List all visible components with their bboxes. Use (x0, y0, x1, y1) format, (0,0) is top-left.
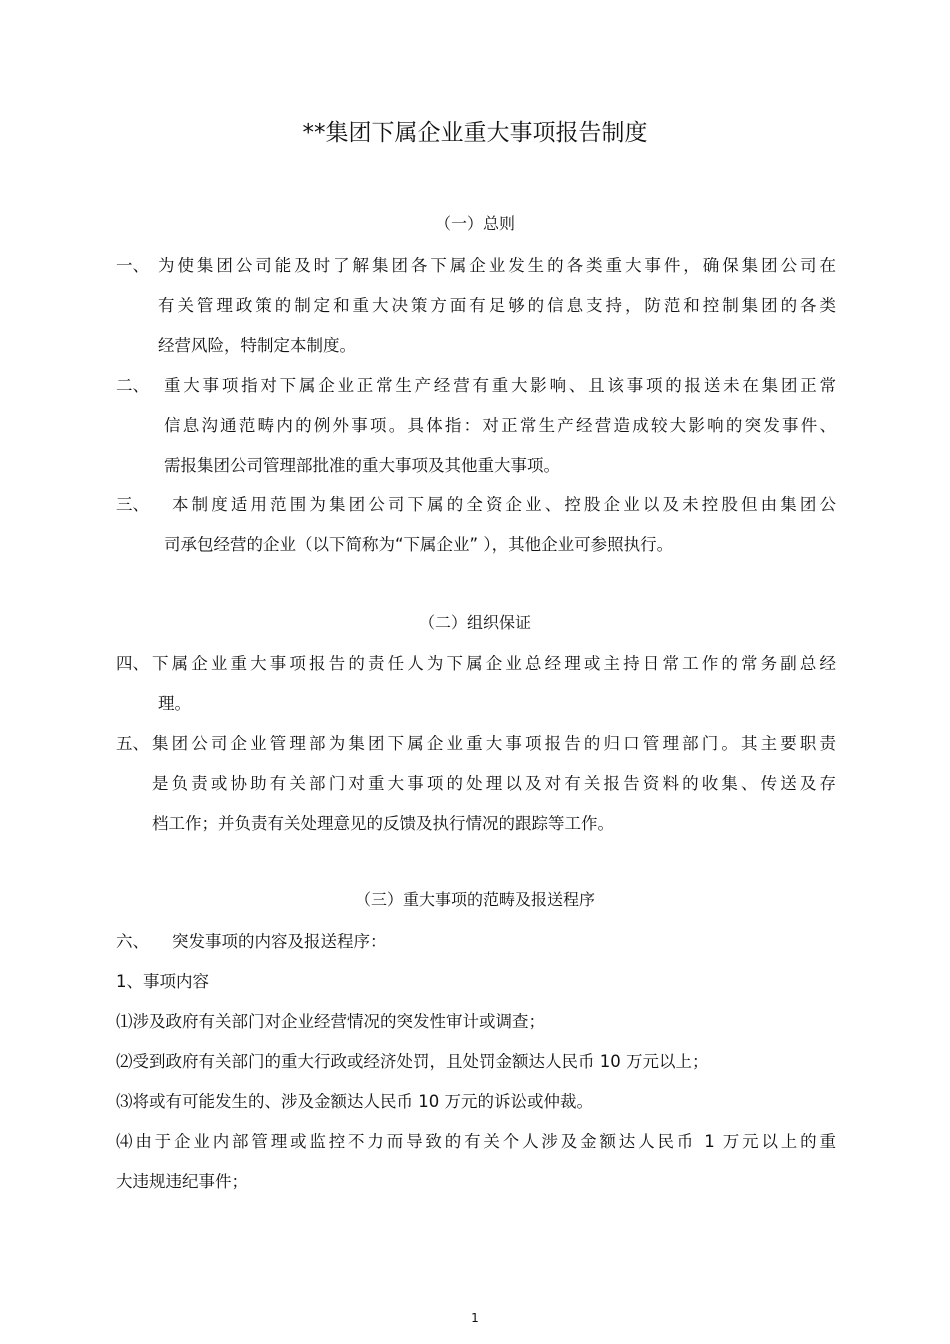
point-text-line: 大违规违纪事件； (116, 1172, 248, 1191)
clause-text-line: 有关管理政策的制定和重大决策方面有足够的信息支持，防范和控制集团的各类 (158, 296, 836, 315)
clause-text-line: 为使集团公司能及时了解集团各下属企业发生的各类重大事件，确保集团公司在 (158, 256, 836, 275)
clause-number: 六、 (116, 932, 149, 951)
clause-text-line: 档工作；并负责有关处理意见的反馈及执行情况的跟踪等工作。 (152, 814, 614, 833)
clause-number: 一、 (116, 256, 149, 275)
point-3: ⑶将或有可能发生的、涉及金额达人民币 10 万元的诉讼或仲裁。 (116, 1092, 593, 1111)
point-1: ⑴涉及政府有关部门对企业经营情况的突发性审计或调查； (116, 1012, 545, 1031)
clause-text-line: 重大事项指对下属企业正常生产经营有重大影响、且该事项的报送未在集团正常 (164, 376, 836, 395)
clause-number: 四、 (116, 654, 149, 673)
section-heading-organization: （二）组织保证 (418, 613, 531, 632)
clause-text-line: 下属企业重大事项报告的责任人为下属企业总经理或主持日常工作的常务副总经 (152, 654, 836, 673)
clause-number: 五、 (116, 734, 149, 753)
section-heading-scope-procedure: （三）重大事项的范畴及报送程序 (354, 890, 595, 909)
clause-text-line: 信息沟通范畴内的例外事项。具体指：对正常生产经营造成较大影响的突发事件、 (164, 416, 836, 435)
clause-text-line: 集团公司企业管理部为集团下属企业重大事项报告的归口管理部门。其主要职责 (152, 734, 836, 753)
section-heading-general: （一）总则 (434, 214, 515, 233)
clause-number: 三、 (116, 495, 149, 514)
clause-text-line: 需报集团公司管理部批准的重大事项及其他重大事项。 (164, 456, 560, 475)
clause-text-line: 本制度适用范围为集团公司下属的全资企业、控股企业以及未控股但由集团公 (172, 495, 836, 514)
clause-text-line: 司承包经营的企业（以下简称为“下属企业” ），其他企业可参照执行。 (164, 535, 674, 554)
document-title: **集团下属企业重大事项报告制度 (302, 120, 648, 146)
clause-text-line: 突发事项的内容及报送程序： (172, 932, 387, 951)
subheading-item-content: 1、事项内容 (116, 972, 209, 991)
page-number: 1 (471, 1311, 479, 1325)
clause-text-line: 经营风险，特制定本制度。 (158, 336, 356, 355)
clause-text-line: 理。 (158, 694, 191, 713)
clause-text-line: 是负责或协助有关部门对重大事项的处理以及对有关报告资料的收集、传送及存 (152, 774, 836, 793)
point-text-line: ⑷由于企业内部管理或监控不力而导致的有关个人涉及金额达人民币 1 万元以上的重 (116, 1132, 836, 1151)
clause-number: 二、 (116, 376, 149, 395)
point-2: ⑵受到政府有关部门的重大行政或经济处罚，且处罚金额达人民币 10 万元以上； (116, 1052, 709, 1071)
